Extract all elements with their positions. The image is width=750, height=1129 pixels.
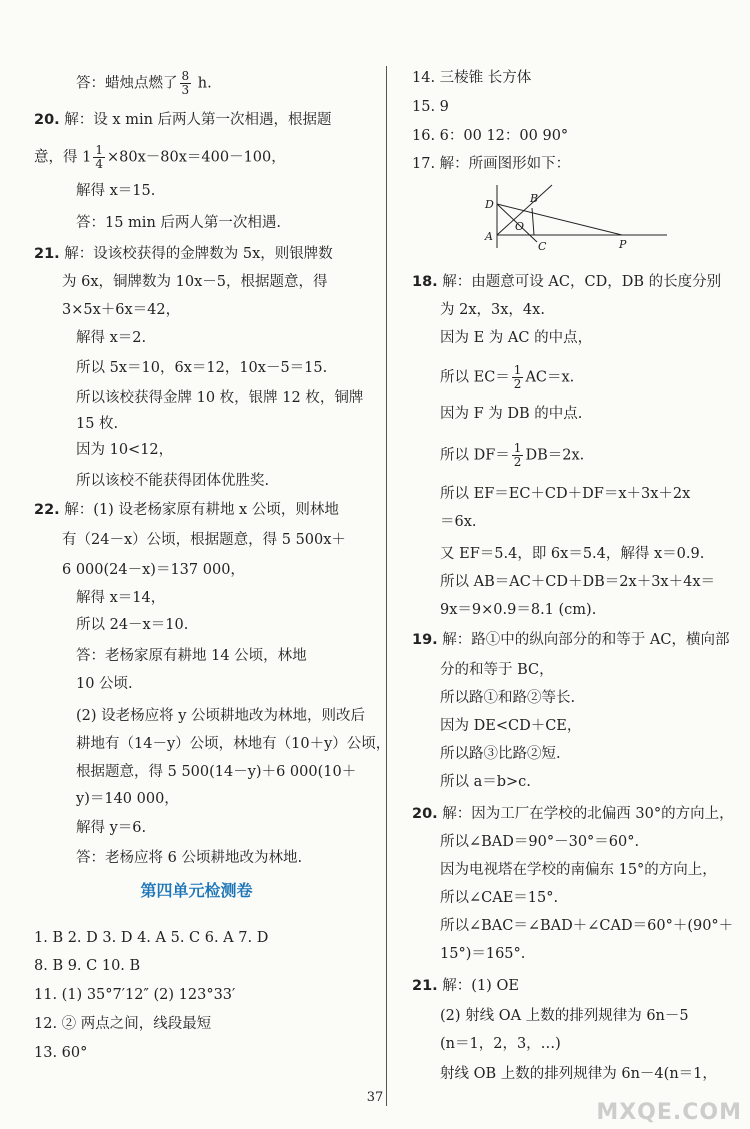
answers-row: 12. ② 两点之间，线段最短	[34, 1016, 212, 1032]
q21-line: 所以 5x＝10，6x＝12，10x－5＝15.	[76, 360, 328, 376]
q22-line: 所以 24－x＝10.	[76, 617, 189, 633]
q20-line-2	[34, 144, 286, 171]
q20-line-1	[34, 110, 332, 130]
q22-line: 解得 x＝14，	[76, 590, 166, 606]
question-number: 22.	[34, 502, 60, 518]
q21-line-1	[412, 976, 519, 996]
q18-text: AC＝x.	[525, 369, 575, 386]
q18-line: 所以 EF＝EC＋CD＋DF＝x＋3x＋2x	[440, 486, 691, 502]
line-BC	[532, 208, 534, 235]
q22-line: 10 公顷.	[76, 676, 133, 692]
question-number: 20.	[34, 112, 60, 128]
q21-line: 因为 10<12，	[76, 442, 174, 458]
q18-line	[440, 442, 584, 469]
q21-line: 3×5x＋6x＝42，	[62, 302, 181, 318]
fraction	[512, 364, 524, 391]
q22-line: 解得 y＝6.	[76, 820, 147, 836]
fraction-denominator: 2	[513, 455, 522, 469]
q19-line: 所以 a＝b>c.	[440, 774, 531, 790]
answers-row: 11. (1) 35°7′12″ (2) 123°33′	[34, 987, 236, 1003]
q22-line: 6 000(24－x)＝137 000，	[62, 562, 245, 578]
label-D: D	[485, 198, 494, 211]
q21-line: 所以该校不能获得团体优胜奖.	[76, 473, 270, 489]
label-B: B	[530, 192, 539, 205]
q19-answer-text: 答：蜡烛点燃了	[76, 75, 178, 92]
q15-answer: 15. 9	[412, 99, 449, 115]
q18-line	[440, 364, 574, 391]
q18-line: 因为 F 为 DB 的中点.	[440, 406, 583, 422]
q18-line: 为 2x，3x，4x.	[440, 302, 545, 318]
q19-answer-unit: h.	[193, 75, 212, 92]
q19-text: 解：路①中的纵向部分的和等于 AC，横向部	[442, 632, 730, 648]
q21-line: 解得 x＝2.	[76, 330, 147, 346]
question-number: 21.	[34, 246, 60, 262]
fraction	[93, 144, 105, 171]
q20-text: 解：因为工厂在学校的北偏西 30°的方向上，	[442, 806, 734, 822]
fraction-denominator: 2	[513, 377, 522, 391]
fraction-numerator: 1	[513, 441, 522, 455]
q16-answer: 16. 6：00 12：00 90°	[412, 128, 569, 144]
q22-line: (2) 设老杨应将 y 公顷耕地改为林地，则改后	[76, 708, 366, 724]
q21-line: (n＝1，2，3，…)	[440, 1036, 561, 1052]
label-P: P	[619, 238, 627, 251]
q20-line-4: 答：15 min 后两人第一次相遇.	[76, 215, 282, 231]
q22-line: 耕地有（14－y）公顷，林地有（10＋y）公顷，	[76, 736, 391, 752]
answers-row: 1. B 2. D 3. D 4. A 5. C 6. A 7. D	[34, 930, 269, 946]
q19-answer-line	[76, 70, 212, 97]
q22-line: 答：老杨家原有耕地 14 公顷，林地	[76, 648, 307, 664]
q18-text: 所以 DF＝	[440, 447, 510, 464]
q18-line: ＝6x.	[440, 514, 477, 530]
geometry-figure	[482, 180, 672, 260]
fraction-numerator: 1	[95, 143, 103, 157]
q18-line: 又 EF＝5.4，即 6x＝5.4，解得 x＝0.9.	[440, 546, 705, 562]
q18-line: 9x＝9×0.9＝8.1 (cm).	[440, 602, 597, 618]
q21-text: 解：设该校获得的金牌数为 5x，则银牌数	[64, 246, 333, 262]
q19-line: 所以路③比路②短.	[440, 746, 561, 762]
q18-text: 解：由题意可设 AC，CD，DB 的长度分别	[442, 274, 722, 290]
q20-line: 15°)＝165°.	[440, 946, 526, 962]
q22-line: y)＝140 000，	[76, 791, 179, 807]
section-title: 第四单元检测卷	[140, 881, 253, 900]
watermark: MXQE.COM	[596, 1100, 742, 1125]
q20-line: 所以∠CAE＝15°.	[440, 890, 559, 906]
q18-line-1	[412, 272, 721, 292]
fraction	[180, 70, 192, 97]
question-number: 19.	[412, 632, 438, 648]
q21-line: 为 6x，铜牌数为 10x－5，根据题意，得	[62, 274, 328, 290]
q20-text: 解：设 x min 后两人第一次相遇，根据题	[64, 112, 332, 128]
fraction-denominator: 3	[181, 83, 190, 97]
q19-line: 因为 DE<CD＋CE，	[440, 718, 582, 734]
page-number: 37	[366, 1090, 384, 1105]
column-divider	[386, 66, 387, 1106]
fraction-denominator: 4	[95, 157, 103, 171]
q21-line: 射线 OB 上数的排列规律为 6n－4(n＝1，	[440, 1066, 717, 1082]
q19-line-1	[412, 630, 729, 650]
answers-row: 13. 60°	[34, 1045, 88, 1061]
q22-text: 解：(1) 设老杨家原有耕地 x 公顷，则林地	[64, 502, 339, 518]
q21-line: 15 枚.	[76, 416, 119, 432]
fraction	[512, 442, 524, 469]
q21-text: 解：(1) OE	[442, 978, 519, 994]
q19-line: 分的和等于 BC，	[440, 662, 554, 678]
q17-answer: 17. 解：所画图形如下：	[412, 156, 571, 172]
question-number: 18.	[412, 274, 438, 290]
q20-line: 所以∠BAD＝90°－30°＝60°.	[440, 834, 640, 850]
q22-line-1	[34, 500, 339, 520]
fraction-numerator: 1	[513, 363, 522, 377]
q20-line-1	[412, 804, 734, 824]
q18-line: 所以 AB＝AC＋CD＋DB＝2x＋3x＋4x＝	[440, 574, 716, 590]
label-C: C	[538, 240, 547, 253]
label-O: O	[515, 220, 525, 233]
q22-line: 有（24－x）公顷，根据题意，得 5 500x＋	[62, 532, 346, 548]
label-A: A	[485, 230, 493, 243]
q14-answer: 14. 三棱锥 长方体	[412, 70, 532, 86]
q22-line: 答：老杨应将 6 公顷耕地改为林地.	[76, 850, 303, 866]
q20-text: 意，得 1	[34, 149, 92, 166]
fraction-numerator: 8	[181, 69, 190, 83]
line-AB	[497, 185, 552, 235]
q18-text: DB＝2x.	[525, 447, 585, 464]
question-number: 21.	[412, 978, 438, 994]
q20-text: ×80x－80x＝400－100，	[106, 149, 286, 166]
q21-line: 所以该校获得金牌 10 枚，银牌 12 枚，铜牌	[76, 390, 364, 406]
q20-line: 因为电视塔在学校的南偏东 15°的方向上，	[440, 862, 717, 878]
q20-line-3: 解得 x＝15.	[76, 183, 156, 199]
answers-row: 8. B 9. C 10. B	[34, 958, 141, 974]
q22-line: 根据题意，得 5 500(14－y)＋6 000(10＋	[76, 764, 357, 780]
q21-line: (2) 射线 OA 上数的排列规律为 6n－5	[440, 1008, 689, 1024]
q18-text: 所以 EC＝	[440, 369, 510, 386]
question-number: 20.	[412, 806, 438, 822]
q21-line-1	[34, 244, 333, 264]
q19-line: 所以路①和路②等长.	[440, 690, 576, 706]
q18-line: 因为 E 为 AC 的中点，	[440, 330, 593, 346]
q20-line: 所以∠BAC＝∠BAD＋∠CAD＝60°＋(90°＋	[440, 918, 734, 934]
